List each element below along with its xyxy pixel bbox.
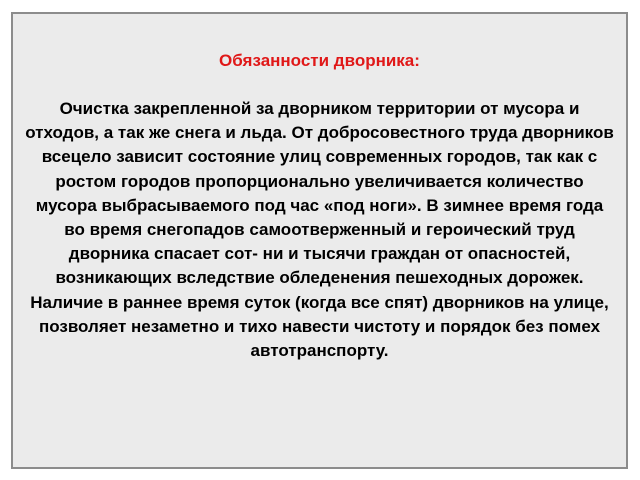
slide-panel [11, 12, 628, 469]
slide-body-text: Очистка закрепленной за дворником территории от мусора и отходов, а так же снега и льда. От добросовестного труда дворников всецело зависит состояние улиц современных городов, так как с ростом городов пропорционально увеличивается количество мусора выбрасываемого под час «под ноги». В зимнее время года во время снегопадов самоотверженный и героический труд дворника спасает сот- ни и тысячи граждан от опасностей, возникающих вследствие обледенения пешеходных дорожек. Наличие в раннее время суток (когда все спят) дворников на улице, позволяет незаметно и тихо навести чистоту и порядок без помех автотранспорту. [25, 99, 614, 361]
slide-title: Обязанности дворника: [219, 51, 420, 70]
